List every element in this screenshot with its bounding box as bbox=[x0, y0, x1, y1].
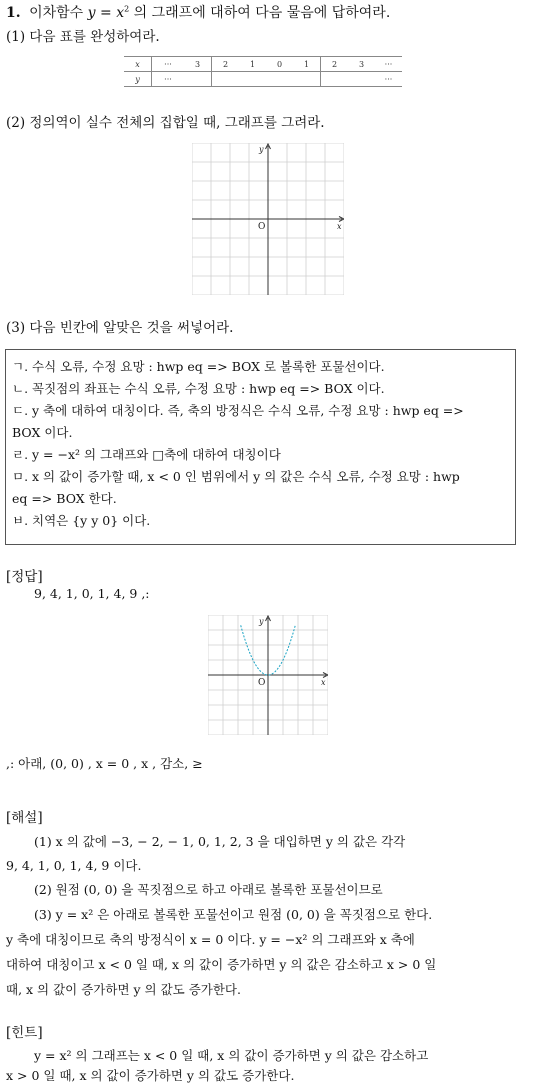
fill-line-6: ㅂ. 치역은 {y y 0} 이다. bbox=[12, 513, 151, 528]
origin-label: O bbox=[258, 678, 266, 688]
y-axis-label: y bbox=[259, 617, 264, 626]
hint-line-1: y = x² 의 그래프는 x < 0 일 때, x 의 값이 증가하면 y 의 값은 감소하고 bbox=[34, 1048, 429, 1063]
explanation-line-7: 때, x 의 값이 증가하면 y 의 값도 증가한다. bbox=[6, 982, 241, 997]
x-axis-label: x bbox=[337, 222, 342, 231]
part1-label: (1) 다음 표를 완성하여라. bbox=[6, 29, 160, 45]
hint-label: [힌트] bbox=[6, 1025, 43, 1041]
table-cell bbox=[321, 72, 349, 87]
fill-line-5: ㅁ. x 의 값이 증가할 때, x < 0 인 범위에서 y 의 값은 수식 오류, 수정 요망 : hwp bbox=[12, 469, 460, 484]
fill-line-5b: eq => BOX 한다. bbox=[12, 491, 117, 506]
table-cell bbox=[348, 72, 375, 87]
table-cell bbox=[184, 72, 212, 87]
explanation-line-4: (3) y = x² 은 아래로 볼록한 포물선이고 원점 (0, 0) 을 꼭짓점으로 한다. bbox=[34, 907, 433, 922]
table-cell: y bbox=[124, 72, 152, 87]
fill-in-box bbox=[5, 349, 516, 545]
table-row-y bbox=[124, 72, 402, 87]
value-table bbox=[124, 56, 402, 87]
fill-line-4: ㄹ. y = −x² 의 그래프와 □축에 대하여 대칭이다 bbox=[12, 447, 281, 462]
table-cell: 3 bbox=[184, 57, 212, 72]
fill-line-2: ㄴ. 꼭짓점의 좌표는 수식 오류, 수정 요망 : hwp eq => BOX 이다. bbox=[12, 381, 385, 396]
question-number: 1. bbox=[6, 5, 21, 21]
answer-label: [정답] bbox=[6, 569, 43, 585]
table-cell: ··· bbox=[375, 72, 402, 87]
origin-label: O bbox=[258, 222, 266, 232]
fill-line-3: ㄷ. y 축에 대하여 대칭이다. 즉, 축의 방정식은 수식 오류, 수정 요망 : hwp eq => bbox=[12, 403, 464, 418]
fill-line-1: ㄱ. 수식 오류, 수정 요망 : hwp eq => BOX 로 볼록한 포물선이다. bbox=[12, 359, 385, 374]
part3-label: (3) 다음 빈칸에 알맞은 것을 써넣어라. bbox=[6, 320, 234, 336]
table-cell: 3 bbox=[348, 57, 375, 72]
fill-line-3b: BOX 이다. bbox=[12, 425, 73, 440]
explanation-label: [해설] bbox=[6, 810, 43, 826]
table-cell: ··· bbox=[375, 57, 402, 72]
x-axis-label: x bbox=[321, 678, 326, 687]
table-cell: 1 bbox=[239, 57, 266, 72]
table-cell bbox=[212, 72, 240, 87]
question-title-pre: 이차함수 bbox=[29, 5, 84, 21]
table-cell bbox=[239, 72, 266, 87]
explanation-line-2: 9, 4, 1, 0, 1, 4, 9 이다. bbox=[6, 858, 142, 873]
table-cell: x bbox=[124, 57, 152, 72]
table-cell: 0 bbox=[266, 57, 293, 72]
table-cell bbox=[266, 72, 293, 87]
part2-label: (2) 정의역이 실수 전체의 집합일 때, 그래프를 그려라. bbox=[6, 115, 325, 131]
answer-parabola-graph bbox=[208, 615, 328, 735]
answer-line-1: 9, 4, 1, 0, 1, 4, 9 ,: bbox=[34, 586, 150, 601]
question-title-post: 의 그래프에 대하여 다음 물음에 답하여라. bbox=[133, 5, 391, 21]
empty-coordinate-grid bbox=[192, 143, 344, 295]
explanation-line-5: y 축에 대칭이므로 축의 방정식이 x = 0 이다. y = −x² 의 그래프와 x 축에 bbox=[6, 932, 415, 947]
table-cell: ··· bbox=[152, 72, 185, 87]
explanation-line-1: (1) x 의 값에 −3, − 2, − 1, 0, 1, 2, 3 을 대입하면 y 의 값은 각각 bbox=[34, 834, 406, 849]
hint-line-2: x > 0 일 때, x 의 값이 증가하면 y 의 값도 증가한다. bbox=[6, 1068, 295, 1083]
equation-y-x2: y bbox=[87, 5, 96, 21]
table-cell: 1 bbox=[293, 57, 321, 72]
table-row-x bbox=[124, 57, 402, 72]
y-axis-label: y bbox=[259, 145, 264, 154]
table-cell: ··· bbox=[152, 57, 185, 72]
explanation-line-6: 대하여 대칭이고 x < 0 일 때, x 의 값이 증가하면 y 의 값은 감소하고 x > 0 일 bbox=[6, 957, 437, 972]
explanation-line-3: (2) 원점 (0, 0) 을 꼭짓점으로 하고 아래로 볼록한 포물선이므로 bbox=[34, 882, 383, 897]
table-cell: 2 bbox=[212, 57, 240, 72]
answer-line-2: ,: 아래, (0, 0) , x = 0 , x , 감소, ≥ bbox=[6, 756, 203, 771]
question-title: 1. 이차함수 $y = x^2$ 의 그래프에 대하여 다음 물음에 답하여라. bbox=[6, 4, 391, 21]
table-cell bbox=[293, 72, 321, 87]
table-cell: 2 bbox=[321, 57, 349, 72]
